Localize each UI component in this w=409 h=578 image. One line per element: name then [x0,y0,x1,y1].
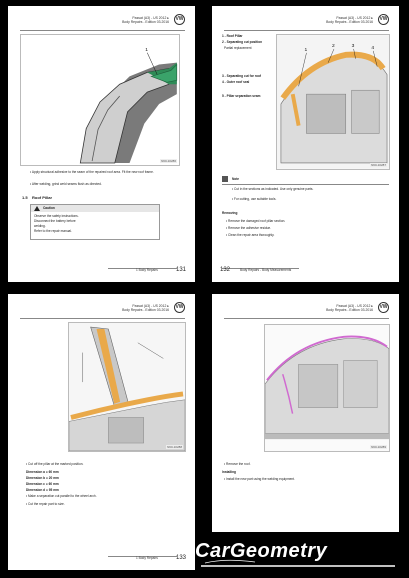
note-icon [222,176,228,182]
figure-car-body-side [264,324,390,452]
document-page-131 [8,6,195,282]
figure-id: N60-10286 [161,159,176,163]
figure-roof-pillar-cuts [276,34,390,170]
page-header: Passat (A3) - US 2012 ▸ Body Repairs - Edition 03.2016 [122,304,169,313]
page-header: Passat (A3) - US 2012 ▸ Body Repairs - Edition 03.2016 [326,304,373,313]
list-item: 1 - Roof Pillar [222,34,243,38]
page-footer: 1 Body Repairs [136,268,158,272]
figure-id: N60-10288 [167,445,182,449]
caution-title: Caution [43,206,55,210]
page-footer: 1 Body Repairs [136,556,158,560]
vw-logo-icon: VW [174,14,185,25]
callout-1: 1 [304,47,308,53]
callout-4: 4 [371,45,375,51]
page-footer: Body Repairs - Body Measurements [240,268,292,272]
figure-pillar-dimensions [68,322,186,452]
list-item: 4 - Outer roof seal [222,80,250,84]
vw-logo-icon: VW [378,302,389,313]
vw-logo-icon: VW [378,14,389,25]
figure-id: N60-10287 [371,163,386,167]
page-number: 131 [176,267,187,273]
callout-1: 1 [145,47,149,53]
caution-line: welding. [34,224,46,228]
bullet-text: • Make a separation cut parallel to the wheel arch. [26,494,97,498]
header-rule [20,30,185,31]
page-number: 133 [176,555,187,561]
subheading: Installing [222,470,236,474]
caution-box [30,204,160,240]
list-subitem: Partial replacement [224,46,252,50]
bullet-text: • Remove the roof. [224,462,251,466]
bullet-text: • Cut off the pillar at the marked position. [26,462,84,466]
note-title: Note [232,177,240,181]
figure-roof-frame [20,34,180,166]
header-rule [20,318,185,319]
list-item: 3 - Separating cut for roof [222,74,261,78]
page-number: 132 [220,267,231,273]
bullet-text: • Install the new part using the welding equipment. [224,477,295,481]
list-item: 2 - Separating cut position [222,40,263,44]
cargeometry-logo-text: CarGeometry [195,540,328,562]
page-header: Passat (A3) - US 2012 ▸ Body Repairs - Edition 03.2016 [122,16,169,25]
caution-line: Disconnect the battery before [34,219,76,223]
document-page-134 [212,294,399,532]
caution-line: Refer to the repair manual. [34,229,72,233]
section-heading: 1.5 Roof Pillar [22,195,53,200]
subheading: Removing [222,211,238,215]
vw-logo-icon: VW [174,302,185,313]
caution-line: Observe the safety instructions. [34,214,79,218]
header-rule [224,318,389,319]
bullet-text: • Remove the adhesive residue. [226,226,272,230]
bullet-text: • After welding, grind weld seams flush as directed. [30,182,102,186]
note-text: • Cut in the sections as indicated. Use only genuine parts. [232,187,314,191]
dimension-b: Dimension b = 20 mm [26,476,59,480]
document-page-133 [8,294,195,570]
bullet-text: • Apply structural adhesive to the seam of the repaired roof area. Fit the new roof frame. [30,170,154,174]
dimension-a: Dimension a = 60 mm [26,470,59,474]
bullet-text: • Clean the repair area thoroughly. [226,233,275,237]
list-item: 5 - Pillar separation seam [222,94,261,98]
page-header: Passat (A3) - US 2012 ▸ Body Repairs - Edition 03.2016 [326,16,373,25]
bullet-text: • Remove the damaged roof pillar section. [226,219,286,223]
callout-3: 3 [351,43,355,49]
header-rule [224,30,389,31]
dimension-d: Dimension d = 95 mm [26,488,59,492]
figure-id: N60-10289 [371,445,386,449]
callout-2: 2 [332,43,335,49]
warning-icon [34,206,40,211]
dimension-c: Dimension c = 60 mm [26,482,59,486]
document-page-132 [212,6,399,282]
bullet-text: • Cut the repair part to size. [26,502,65,506]
note-text: • For cutting, use suitable tools. [232,197,277,201]
